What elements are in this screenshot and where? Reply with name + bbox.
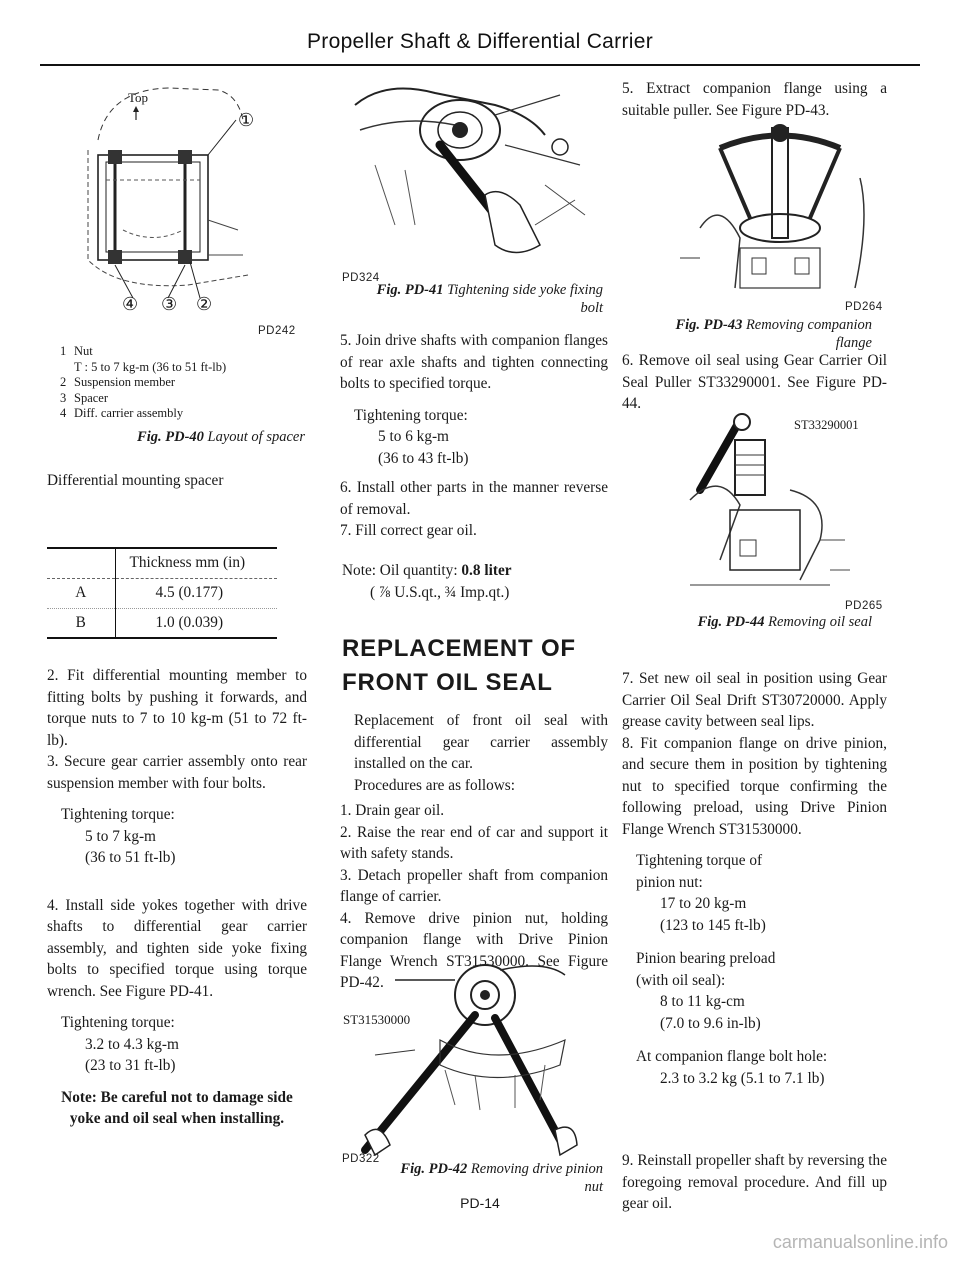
- preload-value: (7.0 to 9.6 in-lb): [660, 1014, 761, 1032]
- table-row: B 1.0 (0.039): [47, 608, 277, 638]
- torque-label: Tightening torque:: [61, 806, 175, 823]
- fig-code: PD242: [258, 325, 296, 337]
- torque-value: (23 to 31 ft-lb): [85, 1057, 176, 1074]
- preload-label: (with oil seal):: [636, 971, 726, 989]
- oil-quantity-note: Note: Oil quantity: 0.8 liter ( ⅞ U.S.qt., ¾ Imp.qt.): [342, 562, 512, 601]
- torque-value: 5 to 7 kg-m: [85, 827, 156, 845]
- section-heading: REPLACEMENT OF FRONT OIL SEAL: [342, 635, 576, 696]
- step-2: 2. Fit differential mounting member to fitting bolts by pushing it forwards, and torque nuts to 7 to 10 kg-m (51 to 72 ft-lb).: [47, 667, 307, 749]
- torque-value: (36 to 43 ft-lb): [378, 449, 469, 467]
- procedures: Procedures are as follows:: [354, 776, 515, 794]
- step-5-extract: 5. Extract companion flange using a suitable puller. See Figure PD-43.: [622, 80, 887, 119]
- fig-pd40-illustration: [78, 80, 308, 320]
- step-6-remove-seal: 6. Remove oil seal using Gear Carrier Oil Seal Puller ST33290001. See Figure PD-44.: [622, 352, 887, 412]
- step-3: 3. Detach propeller shaft from companion flange of carrier.: [340, 866, 608, 905]
- fig-pd40-legend: [60, 344, 290, 422]
- legend-item: T : 5 to 7 kg-m (36 to 51 ft-lb): [74, 359, 227, 374]
- fig-pd44-caption: Fig. PD-44 Removing oil seal: [697, 614, 872, 630]
- legend-item: 3 Spacer: [60, 390, 109, 405]
- step-1: 1. Drain gear oil.: [340, 802, 445, 819]
- legend-item: 1 Nut: [60, 344, 93, 358]
- flange-value: 2.3 to 3.2 kg (5.1 to 7.1 lb): [660, 1069, 825, 1087]
- spacer-table: [47, 547, 277, 639]
- preload-value: 8 to 11 kg-cm: [660, 993, 745, 1010]
- page-header: Propeller Shaft & Differential Carrier: [307, 30, 653, 53]
- fig-pd41-caption: Fig. PD-41 Tightening side yoke fixing bolt: [376, 282, 603, 316]
- fig-pd42-caption: Fig. PD-42 Removing drive pinion nut: [400, 1161, 603, 1195]
- step-7: 7. Fill correct gear oil.: [340, 522, 477, 539]
- fig-code: PD264: [845, 301, 883, 313]
- torque-label: Tightening torque of: [636, 852, 763, 869]
- fig-pd40-caption: Fig. PD-40 Layout of spacer: [137, 429, 305, 445]
- torque-value: (123 to 145 ft-lb): [660, 916, 766, 934]
- torque-label: Tightening torque:: [61, 1014, 175, 1031]
- callout-2: ②: [196, 294, 213, 314]
- step-4: 4. Install side yokes together with drive shafts to differential gear carrier assembly, and tighten side yoke fixing bolts to specified torque using torque wrench. See Figure PD-41.: [47, 896, 307, 1000]
- page-number: PD-14: [460, 1195, 500, 1211]
- column-1-text: [47, 665, 307, 1130]
- torque-value: 3.2 to 4.3 kg-m: [85, 1035, 179, 1053]
- fig-code: PD322: [342, 1153, 380, 1165]
- step-6: 6. Install other parts in the manner reverse of removal.: [340, 479, 608, 518]
- tool-label: ST33290001: [794, 418, 859, 432]
- fig-code: PD324: [342, 272, 380, 284]
- header-rule: [40, 64, 920, 66]
- torque-label: pinion nut:: [636, 873, 703, 891]
- table-row: [47, 548, 277, 578]
- fig-pd43-caption: Fig. PD-43 Removing companion flange: [675, 317, 872, 351]
- note-install: Note: Be careful not to damage side yoke and oil seal when installing.: [61, 1088, 293, 1127]
- preload-label: Pinion bearing preload: [636, 950, 776, 967]
- torque-value: (36 to 51 ft-lb): [85, 849, 176, 866]
- callout-1: ①: [238, 110, 255, 130]
- torque-value: 5 to 6 kg-m: [378, 428, 449, 445]
- step-4: 4. Remove drive pinion nut, holding companion flange with Drive Pinion Flange Wrench ST31530000. See Figure PD-42.: [340, 909, 608, 991]
- spacer-title: Differential mounting spacer: [47, 472, 224, 489]
- legend-item: 2 Suspension member: [60, 375, 176, 389]
- callout-3: ③: [161, 294, 178, 314]
- callout-4: ④: [122, 294, 139, 314]
- flange-label: At companion flange bolt hole:: [636, 1048, 828, 1065]
- torque-label: Tightening torque:: [354, 406, 468, 424]
- step-3: 3. Secure gear carrier assembly onto rear suspension member with four bolts.: [47, 753, 307, 792]
- top-label: Top: [128, 90, 149, 105]
- fig-pd41-illustration: [345, 75, 595, 270]
- step-5: 5. Join drive shafts with companion flanges of rear axle shafts and tighten connecting bolts to specified torque.: [340, 332, 608, 392]
- legend-item: 4 Diff. carrier assembly: [60, 406, 184, 420]
- fig-pd43-illustration: [680, 118, 880, 298]
- step-8: 8. Fit companion flange on drive pinion, and secure them in position by tightening nut to specified torque confirming the following preload, using Drive Pinion Flange Wrench ST31530000.: [622, 734, 887, 838]
- watermark: carmanualsonline.info: [772, 1232, 948, 1252]
- torque-value: 17 to 20 kg-m: [660, 895, 747, 912]
- column-2-text: [340, 330, 608, 542]
- table-header: Thickness mm (in): [115, 548, 277, 578]
- fig-code: PD265: [845, 600, 883, 612]
- step-9: 9. Reinstall propeller shaft by reversing the foregoing removal procedure. And fill up gear oil.: [622, 1152, 887, 1212]
- tool-label: ST31530000: [343, 1012, 411, 1027]
- fig-pd42-illustration: [345, 940, 605, 1165]
- table-row: A 4.5 (0.177): [47, 578, 277, 608]
- step-2: 2. Raise the rear end of car and support it with safety stands.: [340, 823, 608, 862]
- fig-pd44-illustration: [680, 410, 880, 600]
- column-3-text: [622, 668, 887, 1089]
- step-7: 7. Set new oil seal in position using Gear Carrier Oil Seal Drift ST30720000. Apply grease cavity between seal lips.: [622, 670, 887, 730]
- intro: Replacement of front oil seal with differential gear carrier assembly installed on the car.: [354, 712, 608, 772]
